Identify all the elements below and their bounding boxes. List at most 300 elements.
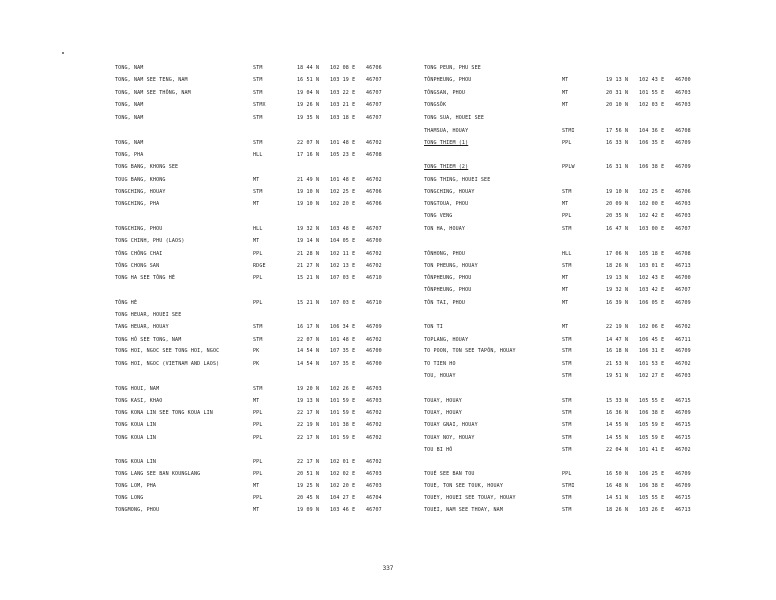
entry-code: STMI xyxy=(562,128,575,134)
entry-name: TONG, NAM SEE THÔNG, NAM xyxy=(115,90,191,96)
entry-code: MT xyxy=(253,398,260,404)
entry-code: STM xyxy=(253,140,263,146)
entry-lon: 106 35 E xyxy=(639,140,665,146)
entry-lon: 103 26 E xyxy=(639,507,665,513)
entry-code: PK xyxy=(253,348,260,354)
entry-lon: 101 48 E xyxy=(330,337,356,343)
entry-lat: 22 19 N xyxy=(297,422,320,428)
entry-grid: 46703 xyxy=(366,483,382,489)
entry-name: TONG, NAM xyxy=(115,140,144,146)
entry-grid: 46703 xyxy=(675,90,691,96)
entry-lon: 104 05 E xyxy=(330,238,356,244)
entry-code: STM xyxy=(562,337,572,343)
entry-grid: 46700 xyxy=(675,275,691,281)
entry-code: PPL xyxy=(253,422,263,428)
entry-lat: 16 47 N xyxy=(606,226,629,232)
entry-grid: 46706 xyxy=(366,201,382,207)
entry-grid: 46707 xyxy=(675,226,691,232)
entry-name: TONG, NAM xyxy=(115,102,144,108)
entry-lat: 14 51 N xyxy=(606,495,629,501)
entry-lat: 19 09 N xyxy=(297,507,320,513)
entry-lat: 22 07 N xyxy=(297,337,320,343)
entry-code: PPL xyxy=(562,471,572,477)
entry-name: TOU, HOUAY xyxy=(424,373,456,379)
entry-name: TONG KOUA LIN xyxy=(115,459,157,465)
entry-name: TOUAY GNAI, HOUAY xyxy=(424,422,478,428)
entry-lon: 106 31 E xyxy=(639,348,665,354)
entry-lon: 102 42 E xyxy=(639,213,665,219)
entry-lat: 17 06 N xyxy=(606,251,629,257)
entry-lon: 106 25 E xyxy=(639,471,665,477)
entry-code: PPL xyxy=(253,459,263,465)
entry-lat: 17 16 N xyxy=(297,152,320,158)
entry-name: TONG LANG SEE BAN KOUNGLANG xyxy=(115,471,201,477)
entry-name: TONG, NAM xyxy=(115,115,144,121)
entry-lon: 102 03 E xyxy=(639,102,665,108)
entry-grid: 46709 xyxy=(675,300,691,306)
entry-grid: 46708 xyxy=(366,152,382,158)
entry-code: MT xyxy=(562,300,569,306)
entry-name: TONG, NAM xyxy=(115,65,144,71)
entry-name: TONG HÔ SEE TONG, NAM xyxy=(115,337,182,343)
entry-lat: 19 32 N xyxy=(297,226,320,232)
entry-lat: 21 27 N xyxy=(297,263,320,269)
entry-name: TONGSÔK xyxy=(424,102,447,108)
entry-grid: 46703 xyxy=(675,201,691,207)
entry-lon: 105 59 E xyxy=(639,435,665,441)
entry-code: PPL xyxy=(253,471,263,477)
entry-name: TONG, PHA xyxy=(115,152,144,158)
entry-name: TÔNG CHÔNG CHAI xyxy=(115,251,163,257)
entry-lat: 22 04 N xyxy=(606,447,629,453)
entry-grid: 46702 xyxy=(366,337,382,343)
entry-name: TONGCHING, PHA xyxy=(115,201,160,207)
entry-code: PK xyxy=(253,361,260,367)
entry-grid: 46703 xyxy=(675,213,691,219)
entry-grid: 46703 xyxy=(675,373,691,379)
entry-grid: 46703 xyxy=(366,386,382,392)
entry-name: TONG KONA LIN SEE TONG KOUA LIN xyxy=(115,410,213,416)
page-number: 337 xyxy=(382,565,394,572)
entry-lat: 22 07 N xyxy=(297,140,320,146)
entry-lat: 19 10 N xyxy=(606,189,629,195)
entry-name: TONGCHING, HOUAY xyxy=(115,189,166,195)
entry-lon: 106 38 E xyxy=(639,410,665,416)
entry-grid: 46703 xyxy=(366,398,382,404)
entry-lat: 19 51 N xyxy=(606,373,629,379)
entry-code: MT xyxy=(253,507,260,513)
entry-lat: 22 17 N xyxy=(297,459,320,465)
entry-lon: 103 01 E xyxy=(639,263,665,269)
entry-name: TONG HEUAR, HOUEI SEE xyxy=(115,312,182,318)
entry-code: HLL xyxy=(253,226,263,232)
entry-name: TONG KOUA LIN xyxy=(115,435,157,441)
entry-name: TONG KOUA LIN xyxy=(115,422,157,428)
entry-grid: 46715 xyxy=(675,398,691,404)
entry-grid: 46700 xyxy=(366,238,382,244)
entry-name: TONG HOI, NGOC (VIETNAM AND LAOS) xyxy=(115,361,220,367)
entry-name: TONG VENG xyxy=(424,213,453,219)
entry-code: HLL xyxy=(562,251,572,257)
entry-name: TONGMONG, PHOU xyxy=(115,507,160,513)
entry-lat: 19 13 N xyxy=(606,77,629,83)
entry-lon: 101 53 E xyxy=(639,361,665,367)
entry-code: PPL xyxy=(562,213,572,219)
entry-lon: 102 25 E xyxy=(639,189,665,195)
entry-lon: 102 43 E xyxy=(639,77,665,83)
entry-lon: 101 48 E xyxy=(330,140,356,146)
entry-grid: 46715 xyxy=(675,422,691,428)
entry-code: PPLW xyxy=(562,164,575,170)
entry-code: STM xyxy=(562,507,572,513)
entry-lat: 16 31 N xyxy=(606,164,629,170)
entry-code: STMX xyxy=(253,102,266,108)
entry-lon: 102 13 E xyxy=(330,263,356,269)
entry-name: TONG HOUI, NAM xyxy=(115,386,160,392)
entry-lat: 19 20 N xyxy=(297,386,320,392)
entry-code: PPL xyxy=(253,251,263,257)
entry-grid: 46702 xyxy=(366,459,382,465)
entry-name: TONG KASI, KHAO xyxy=(115,398,163,404)
entry-lon: 106 34 E xyxy=(330,324,356,330)
entry-lat: 15 21 N xyxy=(297,300,320,306)
entry-name: TOUAY NOY, HOUAY xyxy=(424,435,475,441)
entry-lon: 102 01 E xyxy=(330,459,356,465)
entry-name: TOU BI HÔ xyxy=(424,447,453,453)
entry-lon: 106 45 E xyxy=(639,337,665,343)
entry-grid: 46704 xyxy=(366,495,382,501)
entry-lon: 102 20 E xyxy=(330,201,356,207)
entry-code: STM xyxy=(562,435,572,441)
entry-grid: 46702 xyxy=(366,251,382,257)
entry-grid: 46707 xyxy=(675,287,691,293)
entry-lon: 102 26 E xyxy=(330,386,356,392)
entry-code: STM xyxy=(562,189,572,195)
entry-grid: 46707 xyxy=(366,102,382,108)
entry-lat: 17 56 N xyxy=(606,128,629,134)
entry-name: TÔNGSAN, PHOU xyxy=(424,90,466,96)
entry-name: THAMSUA, HOUAY xyxy=(424,128,469,134)
entry-lon: 102 08 E xyxy=(330,65,356,71)
entry-code: STM xyxy=(253,90,263,96)
entry-code: MT xyxy=(562,275,569,281)
entry-grid: 46710 xyxy=(366,300,382,306)
entry-grid: 46702 xyxy=(675,324,691,330)
entry-lon: 107 03 E xyxy=(330,275,356,281)
entry-grid: 46707 xyxy=(366,77,382,83)
entry-code: STM xyxy=(253,324,263,330)
entry-name: TOUEI, NAM SEE THOAY, NAM xyxy=(424,507,504,513)
entry-code: STM xyxy=(562,361,572,367)
entry-lon: 104 36 E xyxy=(639,128,665,134)
entry-code: STM xyxy=(562,373,572,379)
entry-code: MT xyxy=(253,483,260,489)
entry-code: PPL xyxy=(253,495,263,501)
entry-lat: 16 33 N xyxy=(606,140,629,146)
entry-lat: 19 25 N xyxy=(297,483,320,489)
entry-name: TON PHEUNG, HOUAY xyxy=(424,263,478,269)
entry-lon: 102 43 E xyxy=(639,275,665,281)
entry-lon: 104 27 E xyxy=(330,495,356,501)
entry-code: STM xyxy=(562,447,572,453)
entry-grid: 46709 xyxy=(675,348,691,354)
entry-grid: 46709 xyxy=(675,164,691,170)
entry-grid: 46702 xyxy=(366,263,382,269)
speck-top-left xyxy=(62,52,64,54)
entry-grid: 46706 xyxy=(366,189,382,195)
entry-lon: 101 55 E xyxy=(639,90,665,96)
entry-code: STM xyxy=(562,410,572,416)
entry-code: MT xyxy=(562,324,569,330)
entry-lon: 106 38 E xyxy=(639,483,665,489)
entry-lat: 19 10 N xyxy=(297,201,320,207)
entry-lat: 14 54 N xyxy=(297,361,320,367)
entry-lon: 102 06 E xyxy=(639,324,665,330)
entry-lat: 21 53 N xyxy=(606,361,629,367)
entry-name: TONGTOUA, PHOU xyxy=(424,201,469,207)
entry-lon: 102 27 E xyxy=(639,373,665,379)
entry-grid: 46709 xyxy=(675,483,691,489)
entry-code: STM xyxy=(253,189,263,195)
entry-lon: 107 35 E xyxy=(330,348,356,354)
entry-code: PPL xyxy=(562,140,572,146)
entry-code: PPL xyxy=(253,435,263,441)
entry-grid: 46709 xyxy=(366,324,382,330)
entry-lon: 103 00 E xyxy=(639,226,665,232)
entry-code: STM xyxy=(253,77,263,83)
entry-code: STM xyxy=(253,115,263,121)
entry-lat: 16 39 N xyxy=(606,300,629,306)
entry-lat: 19 13 N xyxy=(297,398,320,404)
entry-lat: 21 28 N xyxy=(297,251,320,257)
entry-name: TÔN TAI, PHOU xyxy=(424,300,466,306)
entry-code: MT xyxy=(562,77,569,83)
entry-code: MT xyxy=(562,90,569,96)
entry-name: TÔNG CHONG SAN xyxy=(115,263,160,269)
entry-lat: 22 19 N xyxy=(606,324,629,330)
entry-name: TO POON, TON SEE TAPÔN, HOUAY xyxy=(424,348,516,354)
entry-lat: 21 49 N xyxy=(297,177,320,183)
entry-grid: 46715 xyxy=(675,495,691,501)
entry-name: TÔNG HÈ xyxy=(115,300,138,306)
entry-lat: 19 04 N xyxy=(297,90,320,96)
entry-lon: 102 25 E xyxy=(330,189,356,195)
entry-lat: 20 10 N xyxy=(606,102,629,108)
entry-lon: 101 59 E xyxy=(330,435,356,441)
entry-name: TÔNPHEUNG, PHOU xyxy=(424,77,472,83)
entry-lat: 18 26 N xyxy=(606,507,629,513)
entry-lon: 101 38 E xyxy=(330,422,356,428)
entry-code: MT xyxy=(253,238,260,244)
entry-grid: 46702 xyxy=(366,410,382,416)
entry-grid: 46706 xyxy=(366,65,382,71)
entry-code: PPL xyxy=(253,300,263,306)
entry-lon: 107 35 E xyxy=(330,361,356,367)
entry-code: RDGE xyxy=(253,263,266,269)
entry-code: STM xyxy=(253,65,263,71)
entry-name: TONG THIEM (2) xyxy=(424,164,469,170)
entry-lat: 14 47 N xyxy=(606,337,629,343)
entry-code: HLL xyxy=(253,152,263,158)
entry-name: TONG PEUN, PHU SEE xyxy=(424,65,481,71)
entry-lat: 18 26 N xyxy=(606,263,629,269)
entry-name: TONG LOM, PHA xyxy=(115,483,157,489)
entry-code: MT xyxy=(253,177,260,183)
entry-code: STM xyxy=(253,337,263,343)
entry-code: STM xyxy=(562,226,572,232)
entry-grid: 46709 xyxy=(675,410,691,416)
entry-grid: 46707 xyxy=(366,226,382,232)
entry-code: STM xyxy=(562,422,572,428)
entry-lat: 20 31 N xyxy=(606,90,629,96)
entry-code: STM xyxy=(562,398,572,404)
entry-name: TOUEY, HOUEI SEE TOUAY, HOUAY xyxy=(424,495,516,501)
entry-lat: 19 32 N xyxy=(606,287,629,293)
entry-lon: 102 02 E xyxy=(330,471,356,477)
entry-grid: 46703 xyxy=(366,471,382,477)
entry-name: TON TI xyxy=(424,324,443,330)
entry-lat: 16 36 N xyxy=(606,410,629,416)
entry-name: TONG LONG xyxy=(115,495,144,501)
entry-name: TOUG BANG, KHONG xyxy=(115,177,166,183)
entry-name: TOUÉ SEE BAN TOU xyxy=(424,471,475,477)
entry-grid: 46708 xyxy=(675,128,691,134)
entry-lat: 20 35 N xyxy=(606,213,629,219)
entry-code: STM xyxy=(562,495,572,501)
entry-lat: 14 55 N xyxy=(606,422,629,428)
entry-grid: 46702 xyxy=(675,361,691,367)
entry-lon: 101 41 E xyxy=(639,447,665,453)
entry-grid: 46709 xyxy=(675,471,691,477)
entry-name: TÔNHONG, PHOU xyxy=(424,251,466,257)
entry-name: TONG BANG, KHONG SEE xyxy=(115,164,179,170)
entry-grid: 46703 xyxy=(675,102,691,108)
entry-name: TONGCHING, HOUAY xyxy=(424,189,475,195)
entry-lon: 107 03 E xyxy=(330,300,356,306)
entry-lat: 16 18 N xyxy=(606,348,629,354)
entry-lon: 106 38 E xyxy=(639,164,665,170)
entry-name: TONG SUA, HOUEI SEE xyxy=(424,115,485,121)
entry-lon: 103 42 E xyxy=(639,287,665,293)
entry-code: STM xyxy=(253,386,263,392)
entry-name: TOUE, TON SEE TOUK, HOUAY xyxy=(424,483,504,489)
entry-grid: 46702 xyxy=(675,447,691,453)
entry-lon: 103 46 E xyxy=(330,507,356,513)
entry-lon: 105 23 E xyxy=(330,152,356,158)
entry-name: TONG THING, HOUEI SEE xyxy=(424,177,491,183)
entry-code: STM xyxy=(562,263,572,269)
entry-lon: 106 05 E xyxy=(639,300,665,306)
entry-lat: 19 26 N xyxy=(297,102,320,108)
entry-grid: 46700 xyxy=(675,77,691,83)
entry-lat: 19 13 N xyxy=(606,275,629,281)
entry-lat: 16 50 N xyxy=(606,471,629,477)
entry-name: TÔNPHEUNG, PHOU xyxy=(424,275,472,281)
entry-name: TON HA, HOUAY xyxy=(424,226,466,232)
entry-grid: 46707 xyxy=(366,507,382,513)
entry-lon: 105 55 E xyxy=(639,398,665,404)
entry-lat: 22 17 N xyxy=(297,435,320,441)
entry-name: TONGCHING, PHOU xyxy=(115,226,163,232)
entry-name: TOUAY, HOUAY xyxy=(424,410,462,416)
entry-code: STM xyxy=(562,348,572,354)
entry-name: TOUAY, HOUAY xyxy=(424,398,462,404)
entry-grid: 46700 xyxy=(366,361,382,367)
entry-code: MT xyxy=(562,287,569,293)
entry-lon: 101 48 E xyxy=(330,177,356,183)
entry-grid: 46715 xyxy=(675,435,691,441)
entry-code: MT xyxy=(253,201,260,207)
entry-lat: 16 48 N xyxy=(606,483,629,489)
entry-lon: 102 11 E xyxy=(330,251,356,257)
entry-code: PPL xyxy=(253,275,263,281)
entry-lat: 22 17 N xyxy=(297,410,320,416)
entry-lat: 20 45 N xyxy=(297,495,320,501)
entry-grid: 46707 xyxy=(366,115,382,121)
entry-code: PPL xyxy=(253,410,263,416)
entry-lat: 20 51 N xyxy=(297,471,320,477)
entry-name: TÔNPHEUNG, PHOU xyxy=(424,287,472,293)
entry-lon: 101 59 E xyxy=(330,410,356,416)
entry-grid: 46702 xyxy=(366,140,382,146)
entry-lon: 102 20 E xyxy=(330,483,356,489)
entry-grid: 46702 xyxy=(366,177,382,183)
entry-grid: 46702 xyxy=(366,435,382,441)
entry-name: TO TIEN HO xyxy=(424,361,456,367)
entry-lon: 105 18 E xyxy=(639,251,665,257)
entry-grid: 46710 xyxy=(366,275,382,281)
entry-name: TONG THIEM (1) xyxy=(424,140,469,146)
entry-code: MT xyxy=(562,102,569,108)
entry-lat: 16 51 N xyxy=(297,77,320,83)
entry-lat: 14 55 N xyxy=(606,435,629,441)
entry-lat: 19 14 N xyxy=(297,238,320,244)
entry-lon: 105 59 E xyxy=(639,422,665,428)
entry-name: TONG HOI, NGOC SEE TONG HOI, NGOC xyxy=(115,348,220,354)
entry-grid: 46702 xyxy=(366,422,382,428)
entry-grid: 46713 xyxy=(675,263,691,269)
entry-name: TONG HA SEE TÔNG HÈ xyxy=(115,275,176,281)
entry-grid: 46707 xyxy=(366,90,382,96)
entry-lat: 16 17 N xyxy=(297,324,320,330)
entry-name: TONG CHINH, PHU (LAOS) xyxy=(115,238,185,244)
entry-lon: 103 21 E xyxy=(330,102,356,108)
entry-lat: 15 21 N xyxy=(297,275,320,281)
entry-lon: 103 22 E xyxy=(330,90,356,96)
entry-name: TONG, NAM SEE TENG, NAM xyxy=(115,77,188,83)
entry-name: TANG HEUAR, HOUAY xyxy=(115,324,169,330)
entry-lon: 102 00 E xyxy=(639,201,665,207)
entry-lon: 101 59 E xyxy=(330,398,356,404)
entry-grid: 46713 xyxy=(675,507,691,513)
entry-code: STMI xyxy=(562,483,575,489)
entry-lon: 103 18 E xyxy=(330,115,356,121)
entry-lon: 103 19 E xyxy=(330,77,356,83)
entry-lat: 18 44 N xyxy=(297,65,320,71)
entry-grid: 46711 xyxy=(675,337,691,343)
entry-name: TOPLANG, HOUAY xyxy=(424,337,469,343)
entry-grid: 46706 xyxy=(675,189,691,195)
entry-grid: 46700 xyxy=(366,348,382,354)
entry-lat: 19 35 N xyxy=(297,115,320,121)
entry-lat: 14 54 N xyxy=(297,348,320,354)
entry-lon: 103 48 E xyxy=(330,226,356,232)
entry-lat: 19 10 N xyxy=(297,189,320,195)
entry-grid: 46708 xyxy=(675,251,691,257)
entry-lat: 15 33 N xyxy=(606,398,629,404)
entry-lat: 20 09 N xyxy=(606,201,629,207)
entry-lon: 105 55 E xyxy=(639,495,665,501)
